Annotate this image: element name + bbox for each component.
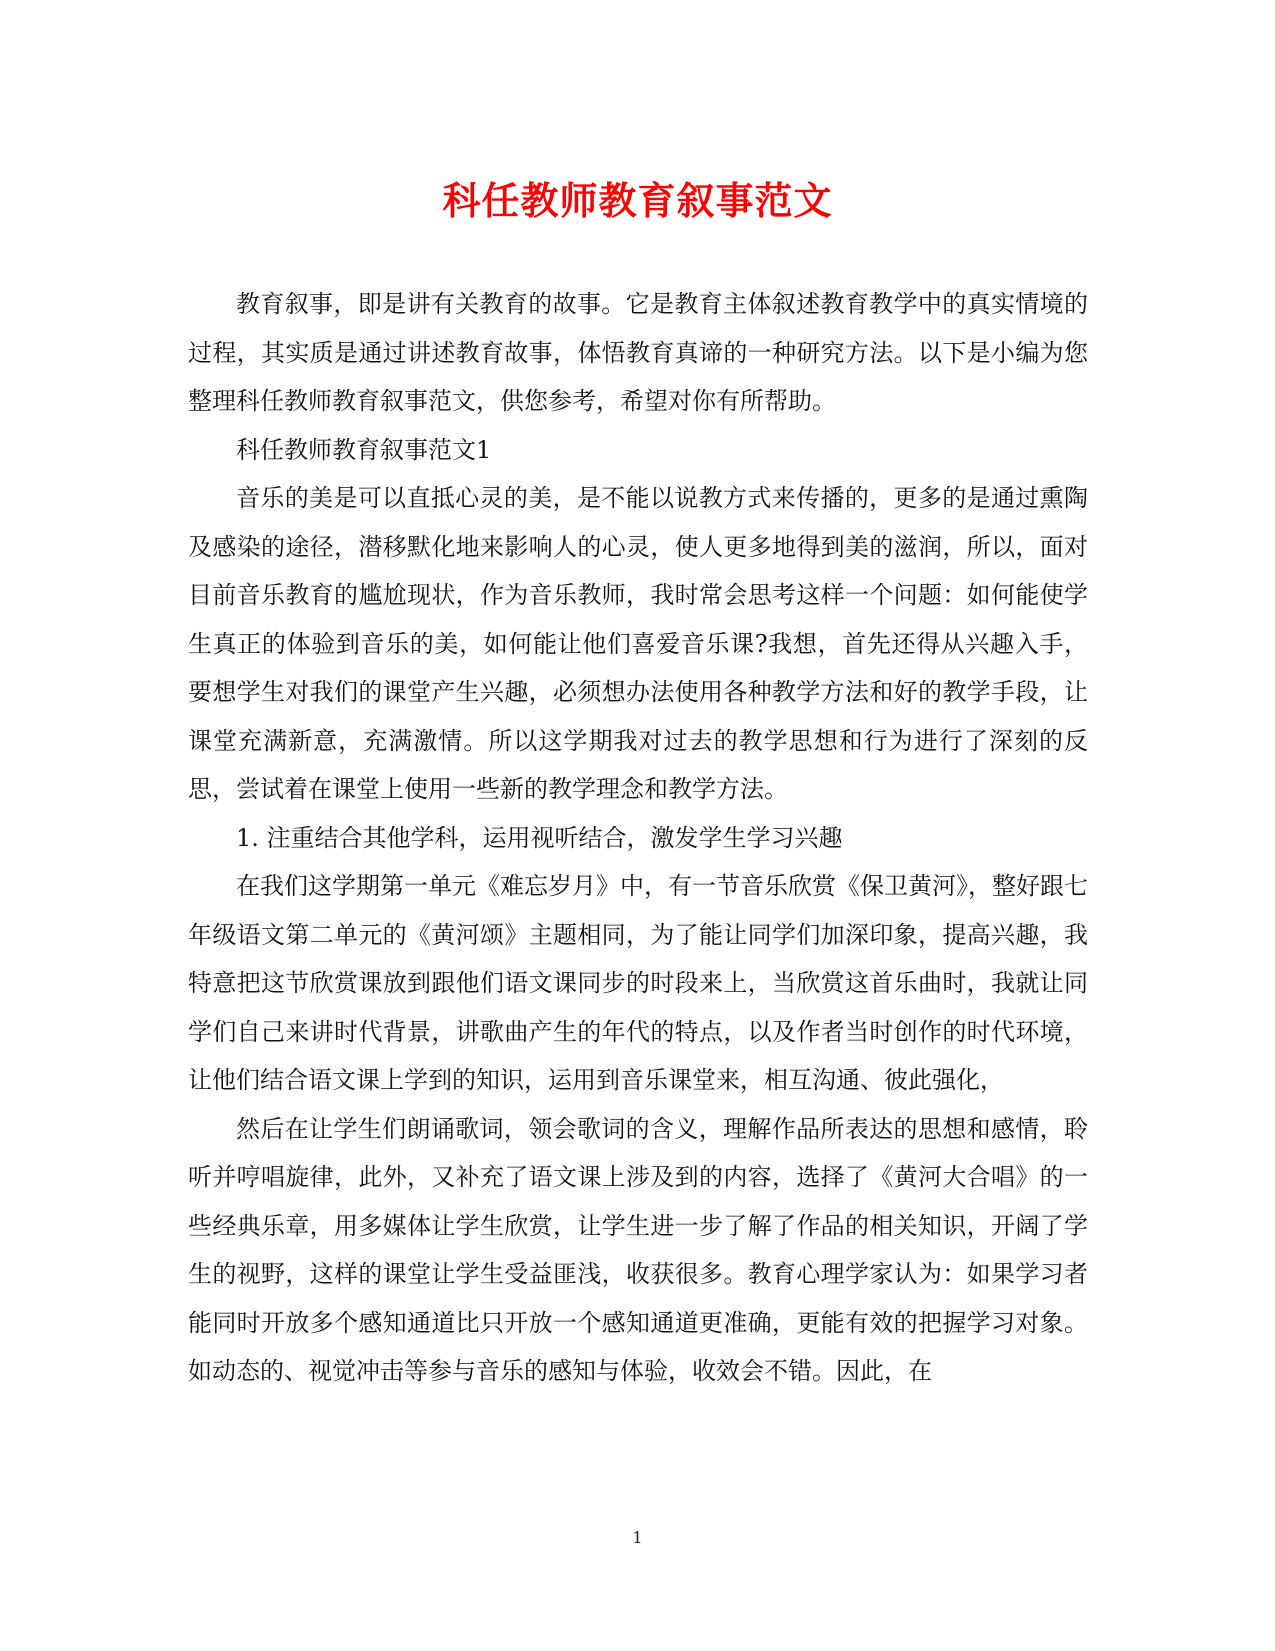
body-paragraph: 音乐的美是可以直抵心灵的美，是不能以说教方式来传播的，更多的是通过熏陶及感染的途径，潜移默化地来影响人的心灵，使人更多地得到美的滋润，所以，面对目前音乐教育的尴尬现状，作为音乐教师，我时常会思考这样一个问题：如何能使学生真正的体验到音乐的美，如何能让他们喜爱音乐课?我想，首先还得从兴趣入手，要想学生对我们的课堂产生兴趣，必须想办法使用各种教学方法和好的教学手段，让课堂充满新意，充满激情。所以这学期我对过去的教学思想和行为进行了深刻的反思，尝试着在课堂上使用一些新的教学理念和教学方法。 bbox=[188, 484, 1088, 803]
intro-paragraph: 教育叙事，即是讲有关教育的故事。它是教育主体叙述教育教学中的真实情境的过程，其实质是通过讲述教育故事，体悟教育真谛的一种研究方法。以下是小编为您整理科任教师教育叙事范文，供您参考，希望对你有所帮助。 bbox=[188, 290, 1088, 415]
body-paragraph: 然后在让学生们朗诵歌词，领会歌词的含义，理解作品所表达的思想和感情，聆听并哼唱旋律，此外，又补充了语文课上涉及到的内容，选择了《黄河大合唱》的一些经典乐章，用多媒体让学生欣赏，让学生进一步了解了作品的相关知识，开阔了学生的视野，这样的课堂让学生受益匪浅，收获很多。教育心理学家认为：如果学习者能同时开放多个感知通道比只开放一个感知通道更准确，更能有效的把握学习对象。如动态的、视觉冲击等参与音乐的感知与体验，收效会不错。因此，在 bbox=[188, 1114, 1088, 1385]
section-heading: 科任教师教育叙事范文1 bbox=[236, 435, 492, 464]
subsection-heading: 1. 注重结合其他学科，运用视听结合，激发学生学习兴趣 bbox=[236, 823, 843, 852]
page-number: 1 bbox=[632, 1528, 643, 1547]
document-body bbox=[188, 280, 1088, 1396]
body-paragraph: 在我们这学期第一单元《难忘岁月》中，有一节音乐欣赏《保卫黄河》，整好跟七年级语文第二单元的《黄河颂》主题相同，为了能让同学们加深印象，提高兴趣，我特意把这节欣赏课放到跟他们语文课同步的时段来上，当欣赏这首乐曲时，我就让同学们自己来讲时代背景，讲歌曲产生的年代的特点，以及作者当时创作的时代环境，让他们结合语文课上学到的知识，运用到音乐课堂来，相互沟通、彼此强化， bbox=[188, 872, 1088, 1094]
document-title: 科任教师教育叙事范文 bbox=[442, 178, 833, 223]
